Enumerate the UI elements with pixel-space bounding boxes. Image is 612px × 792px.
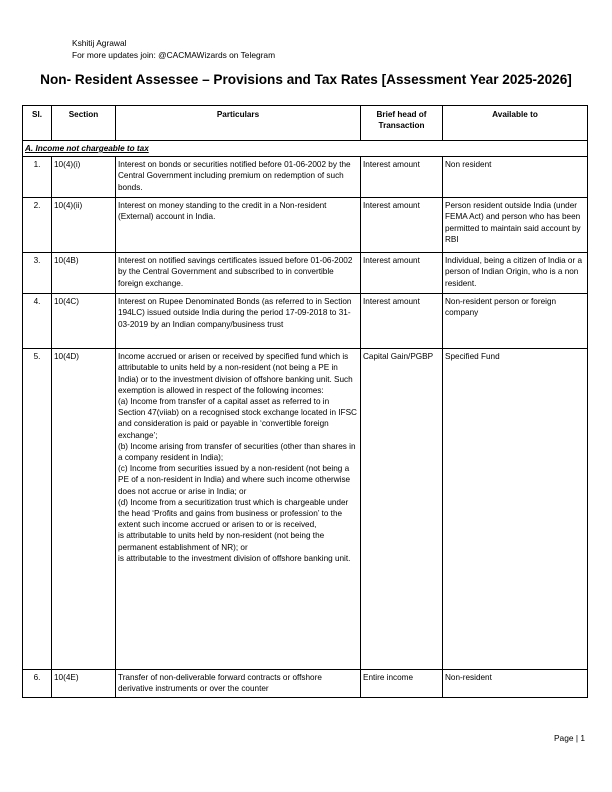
row-available-to-cell: Non-resident	[443, 670, 588, 697]
table-row	[23, 349, 588, 670]
row-particulars-cell: Transfer of non-deliverable forward contracts or offshore derivative instruments or over the counter	[116, 670, 361, 697]
row-particulars-cell: Income accrued or arisen or received by specified fund which is attributable to units held by a non-resident (not being a PE in India) or to the investment division of offshore banking unit. Such exemption is allowed in respect of the following incomes: (a) Income from transfer of a capital asset as referred to in Section 47(viiab) on a recognised stock exchange located in IFSC and consideration is paid or payable in ‘convertible foreign exchange’; (b) Income arising from transfer of securities (other than shares in a company resident in India); (c) Income from securities issued by a non-resident (not being a PE of a non-resident in India) and where such income otherwise does not accrue or arise in India; or (d) Income from a securitization trust which is chargeable under the head ‘Profits and gains from business or profession’ to the extent such income accrued or arisen to or is received, is attributable to units held by non-resident (not being the permanent establishment of NR); or is attributable to the investment division of offshore banking unit.	[116, 349, 361, 670]
table-row	[23, 670, 588, 697]
row-section-cell: 10(4E)	[52, 670, 116, 697]
column-header-available-to: Available to	[443, 106, 588, 141]
column-header-sl: Sl.	[23, 106, 52, 141]
row-sl-cell: 4.	[23, 294, 52, 349]
section-a-heading: A. Income not chargeable to tax	[23, 141, 588, 157]
author-name: Kshitij Agrawal	[72, 38, 127, 48]
row-particulars-cell: Interest on money standing to the credit in a Non-resident (External) account in India.	[116, 198, 361, 253]
row-available-to-cell: Non resident	[443, 157, 588, 198]
row-particulars-cell: Interest on bonds or securities notified before 01-06-2002 by the Central Government including premium on redemption of such bonds.	[116, 157, 361, 198]
row-section-cell: 10(4B)	[52, 253, 116, 294]
row-brief-head-cell: Interest amount	[361, 198, 443, 253]
table-row	[23, 157, 588, 198]
column-header-brief-head: Brief head of Transaction	[361, 106, 443, 141]
table-row	[23, 253, 588, 294]
provisions-table	[22, 105, 588, 698]
row-brief-head-cell: Entire income	[361, 670, 443, 697]
section-heading-row	[23, 141, 588, 157]
row-sl-cell: 6.	[23, 670, 52, 697]
row-section-cell: 10(4)(ii)	[52, 198, 116, 253]
row-available-to-cell: Person resident outside India (under FEMA Act) and person who has been permitted to maintain said account by RBI	[443, 198, 588, 253]
row-sl-cell: 2.	[23, 198, 52, 253]
table-body	[23, 141, 588, 698]
row-particulars-cell: Interest on Rupee Denominated Bonds (as referred to in Section 194LC) issued outside India during the period 17-09-2018 to 31-03-2019 by an Indian company/business trust	[116, 294, 361, 349]
page-title: Non- Resident Assessee – Provisions and Tax Rates [Assessment Year 2025-2026]	[40, 72, 572, 87]
row-sl-cell: 5.	[23, 349, 52, 670]
column-header-particulars: Particulars	[116, 106, 361, 141]
row-particulars-cell: Interest on notified savings certificates issued before 01-06-2002 by the Central Government and subscribed to in convertible foreign exchange.	[116, 253, 361, 294]
table-row	[23, 198, 588, 253]
row-available-to-cell: Specified Fund	[443, 349, 588, 670]
column-header-section: Section	[52, 106, 116, 141]
row-section-cell: 10(4)(i)	[52, 157, 116, 198]
row-brief-head-cell: Capital Gain/PGBP	[361, 349, 443, 670]
row-available-to-cell: Non-resident person or foreign company	[443, 294, 588, 349]
row-available-to-cell: Individual, being a citizen of India or a person of Indian Origin, who is a non resident.	[443, 253, 588, 294]
row-brief-head-cell: Interest amount	[361, 253, 443, 294]
row-section-cell: 10(4C)	[52, 294, 116, 349]
row-brief-head-cell: Interest amount	[361, 294, 443, 349]
row-section-cell: 10(4D)	[52, 349, 116, 670]
page-number: Page | 1	[553, 733, 585, 743]
table-header-row	[23, 106, 588, 141]
table-row	[23, 294, 588, 349]
row-sl-cell: 1.	[23, 157, 52, 198]
updates-note: For more updates join: @CACMAWizards on Telegram	[72, 50, 276, 60]
row-sl-cell: 3.	[23, 253, 52, 294]
row-brief-head-cell: Interest amount	[361, 157, 443, 198]
